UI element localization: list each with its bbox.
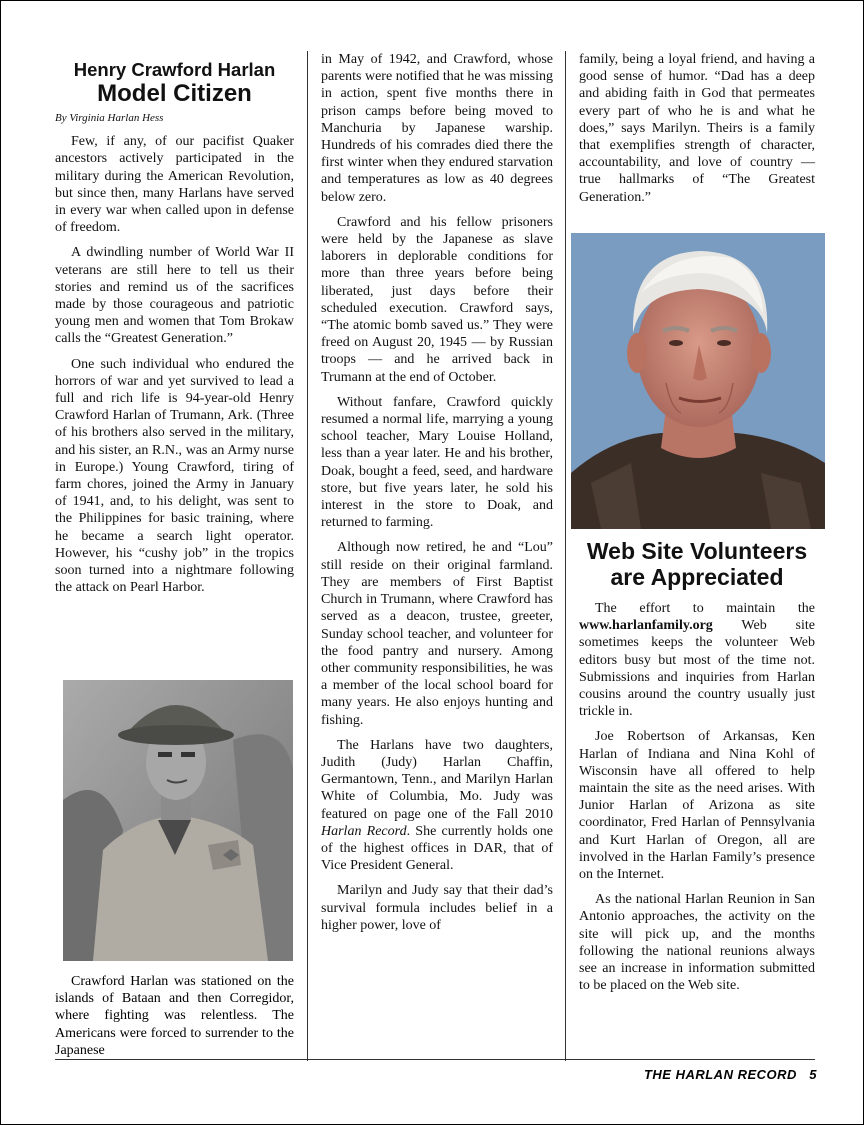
article-paragraph: Without fanfare, Crawford quickly resumed a normal life, marrying a young school teacher, Mary Louise Holland, less than a year later. He and his brother, Doak, bought a feed, seed, and hardware store, but five years later, he sold his interest in the store to Doak, and returned to farming. (321, 394, 553, 531)
paragraph-text: . She currently holds one of the highest offices in DAR, that of Vice President General. (321, 823, 553, 874)
article-paragraph: Crawford and his fellow prisoners were held by the Japanese as slave laborers in deplorable conditions for more than three years before being liberated, just days before their scheduled execution. Crawford says, “The atomic bomb saved us.” They were freed on August 20, 1945 — by Russian troops — and he arrived back in Trumann at the end of October. (321, 214, 553, 385)
portrait-photo-image (571, 233, 825, 529)
article-byline: By Virginia Harlan Hess (55, 112, 164, 124)
soldier-photo-image (63, 680, 293, 961)
article-paragraph: One such individual who endured the horrors of war and yet survived to lead a full and rich life is 94-year-old Henry Crawford Harlan of Trumann, Ark. (Three of his brothers also served in the military, and his sister, an R.N., was an Army nurse in Europe.) Young Crawford, tiring of farm chores, joined the Army in January of 1941, and, to his delight, was sent to the Philippines for basic training, where he became a search light operator. However, his “cushy job” in the tropics soon turned into a nightmare following the attack on Pearl Harbor. (55, 356, 294, 596)
portrait-photo (571, 233, 825, 529)
article-paragraph: Crawford Harlan was stationed on the islands of Bataan and then Corregidor, where fighting was relentless. The Americans were forced to surrender to the Japanese (55, 974, 294, 1058)
article-paragraph: A dwindling number of World War II veterans are still here to tell us their stories and remind us of the sacrifices made by those courageous and patriotic young men and women that Tom Brokaw calls the “Greatest Generation.” (55, 245, 294, 347)
sidebar-article (579, 539, 815, 1002)
sidebar-paragraph: As the national Harlan Reunion in San Antonio approaches, the activity on the site will pick up, and the months following the national reunions always see an increase in information submitted to be placed on the Web site. (579, 892, 815, 994)
page-number: 5 (809, 1067, 817, 1082)
article-paragraph: Few, if any, of our pacifist Quaker ancestors actively participated in the military during the American Revolution, but since then, many Harlans have served in every war when called upon in defense of freedom. (55, 134, 294, 236)
paragraph-text: Web site sometimes keeps the volunteer Web editors busy but most of the time not. Submissions and inquiries from Harlan cousins around the country usually just trickle in. (579, 618, 815, 720)
article-paragraph: in May of 1942, and Crawford, whose parents were notified that he was missing in action, spent five months there in prison camps before being moved to Manchuria by Japanese warship. Hundreds of his comrades died there the first winter when they endured starvation and temperatures as low as 40 degrees below zero. (321, 52, 553, 205)
article-continuation (55, 973, 294, 1059)
sidebar-paragraph (579, 600, 815, 720)
footer-rule (55, 1059, 815, 1060)
page-footer (644, 1067, 817, 1082)
article-paragraph: family, being a loyal friend, and having a good sense of humor. “Dad has a deep and abiding faith in God that permeates every part of who he is and what he does,” says Marilyn. Theirs is a family that exemplifies strength of character, accountability, and love of country — true hallmarks of “The Greatest Generation.” (579, 52, 815, 205)
article-paragraph: Marilyn and Judy say that their dad’s survival formula includes belief in a higher power, love of (321, 883, 553, 933)
column-divider (307, 51, 308, 1061)
article-paragraph: Although now retired, he and “Lou” still reside on their original farmland. They are members of First Baptist Church in Trumann, where Crawford has served as a deacon, trustee, greeter, Sunday school teacher, and volunteer for the food pantry and nursery. Among other community responsibilities, he was a member of the local school board for many years. He also enjoys hunting and fishing. (321, 540, 553, 728)
soldier-photo (63, 680, 293, 961)
publication-name: THE HARLAN RECORD (643, 1067, 797, 1082)
article-column-2 (321, 51, 553, 942)
article-kicker: Henry Crawford Harlan (73, 59, 276, 80)
article-headline: Model Citizen (97, 80, 252, 107)
sidebar-headline: Web Site Volunteers are Appreciated (586, 538, 808, 590)
article-column-3 (579, 51, 815, 214)
sidebar-paragraph: Joe Robertson of Arkansas, Ken Harlan of Indiana and Nina Kohl of Wisconsin have all offered to help maintain the site as the need arises. With Junior Harlan of Arizona as site coordinator, Fred Harlan of Pennsylvania and Kurt Harlan of Oregon, all are involved in the Harlan Family’s presence on the Internet. (579, 729, 815, 883)
website-link[interactable]: www.harlanfamily.org (579, 618, 713, 634)
publication-title: Harlan Record (321, 823, 407, 839)
paragraph-text: The effort to maintain the (595, 601, 815, 616)
article-paragraph (321, 737, 553, 875)
paragraph-text: The Harlans have two daughters, Judith (Judy) Harlan Chaffin, Germantown, Tenn., and Marilyn Harlan White of Columbia, Mo. Judy was featured on page one of the Fall 2010 (321, 737, 553, 822)
column-divider (565, 51, 566, 1061)
article-column-1 (55, 59, 294, 604)
